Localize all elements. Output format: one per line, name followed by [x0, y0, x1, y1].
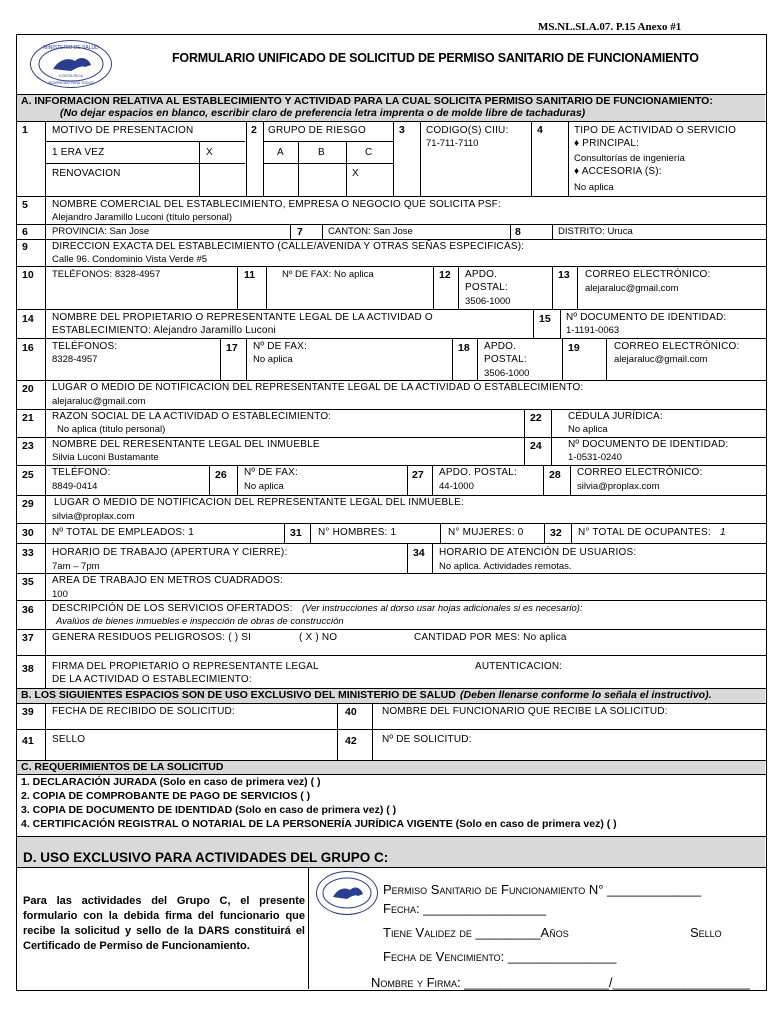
field-number-42: 42 — [345, 735, 357, 747]
requirement-1[interactable]: 1. DECLARACIÓN JURADA (Solo en caso de primera vez) ( ) — [21, 776, 321, 788]
field-number-7: 7 — [297, 226, 303, 238]
seal-middle-text: COSTA RICA — [59, 73, 83, 78]
ministry-seal — [30, 40, 112, 88]
mujeres-field[interactable]: N° MUJERES: 0 — [448, 527, 524, 538]
apdo2-value[interactable]: 3506-1000 — [484, 368, 530, 379]
cedula-juridica-value[interactable]: No aplica — [568, 424, 608, 435]
form-title: FORMULARIO UNIFICADO DE SOLICITUD DE PERMISO SANITARIO DE FUNCIONAMIENTO — [172, 51, 699, 65]
total-empleados-field[interactable]: Nº TOTAL DE EMPLEADOS: 1 — [52, 527, 195, 538]
nombre-comercial-value[interactable]: Alejandro Jaramillo Luconi (título personal) — [52, 212, 233, 223]
correo2-value[interactable]: alejaraluc@gmail.com — [614, 354, 708, 365]
field-number-10: 10 — [22, 269, 34, 281]
horario-atencion-label: HORARIO DE ATENCIÓN DE USUARIOS: — [439, 547, 637, 558]
doc-identidad-value[interactable]: 1-1191-0063 — [566, 325, 620, 336]
seal-graphic — [31, 41, 111, 87]
field-number-1: 1 — [22, 124, 28, 136]
apdo-label-2: POSTAL: — [465, 282, 508, 293]
nombre-firma-field[interactable]: Nombre y Firma: ____________________/___________________ — [371, 975, 750, 990]
apdo-value[interactable]: 3506-1000 — [465, 296, 511, 307]
servicios-value[interactable]: Avalúos de bienes inmuebles e inspección de obras de construcción — [56, 616, 344, 627]
section-d-paragraph: Para las actividades del Grupo C, el presente formulario con la debida firma del funcionario que recibe la solicitud y sello de la DARS constituirá el Certificado de Permiso de Funcionamiento. — [23, 895, 305, 952]
funcionario-label: NOMBRE DEL FUNCIONARIO QUE RECIBE LA SOLICITUD: — [382, 706, 668, 717]
horario-trabajo-value[interactable]: 7am – 7pm — [52, 561, 100, 572]
seal-bottom-text: ROMPIENDO PARA TODOS — [48, 81, 94, 85]
field-number-39: 39 — [22, 706, 34, 718]
field-number-4: 4 — [537, 124, 543, 136]
field-number-32: 32 — [550, 527, 562, 539]
field-number-41: 41 — [22, 735, 34, 747]
notif-inmueble-value[interactable]: silvia@proplax.com — [52, 511, 135, 522]
correo-label: CORREO ELECTRÓNICO: — [585, 269, 711, 280]
field-number-6: 6 — [22, 226, 28, 238]
permiso-numero-field[interactable]: Permiso Sanitario de Funcionamiento N° _____________ — [383, 882, 702, 897]
requirement-4[interactable]: 4. CERTIFICACIÓN REGISTRAL O NOTARIAL DE LA PERSONERÍA JURÍDICA VIGENTE (Solo en caso de primera vez) ( ) — [21, 818, 617, 830]
seal-top-text: MINISTERIO DE SALUD — [43, 45, 99, 51]
rep-inmueble-value[interactable]: Silvia Luconi Bustamante — [52, 452, 159, 463]
field-number-15: 15 — [539, 313, 551, 325]
nombre-comercial-label: NOMBRE COMERCIAL DEL ESTABLECIMIENTO, EMPRESA O NEGOCIO QUE SOLICITA PSF: — [52, 199, 501, 210]
field-number-35: 35 — [22, 576, 34, 588]
section-c-title: C. REQUERIMIENTOS DE LA SOLICITUD — [21, 761, 224, 773]
cedula-juridica-label: CÉDULA JURÍDICA: — [568, 411, 663, 422]
section-a-title: A. INFORMACION RELATIVA AL ESTABLECIMIENTO Y ACTIVIDAD PARA LA CUAL SOLICITA PERMISO SANITARIO DE FUNCIONAMIENTO: — [21, 95, 713, 107]
horario-atencion-value[interactable]: No aplica. Actividades remotas. — [439, 561, 572, 572]
horario-trabajo-label: HORARIO DE TRABAJO (APERTURA Y CIERRE): — [52, 547, 288, 558]
validez-field[interactable]: Tiene Validez de _________Años — [383, 925, 569, 940]
area-label: AREA DE TRABAJO EN METROS CUADRADOS: — [52, 575, 283, 586]
residuos-no-option[interactable]: ( X ) NO — [299, 632, 338, 643]
grupo-b-option[interactable]: B — [318, 147, 325, 158]
area-value[interactable]: 100 — [52, 589, 68, 600]
requirement-3[interactable]: 3. COPIA DE DOCUMENTO DE IDENTIDAD (Solo en caso de primera vez) ( ) — [21, 804, 397, 816]
field-number-36: 36 — [22, 604, 34, 616]
fax2-value[interactable]: No aplica — [253, 354, 293, 365]
field-number-13: 13 — [558, 269, 570, 281]
fax-field[interactable]: Nº DE FAX: No aplica — [282, 269, 374, 280]
principal-label: ♦ PRINCIPAL: — [574, 138, 640, 149]
firma-label-2: DE LA ACTIVIDAD O ESTABLECIMIENTO: — [52, 674, 252, 685]
field-number-19: 19 — [568, 342, 580, 354]
renovacion-option[interactable]: RENOVACION — [52, 168, 121, 179]
rep-inmueble-label: NOMBRE DEL RERESENTANTE LEGAL DEL INMUEBLE — [52, 439, 320, 450]
apdo2-label-2: POSTAL: — [484, 354, 527, 365]
principal-value[interactable]: Consultorías de ingeniería — [574, 153, 685, 164]
ministry-seal-small — [316, 871, 378, 915]
field-number-3: 3 — [399, 124, 405, 136]
grupo-a-option[interactable]: A — [277, 147, 284, 158]
seal-small-graphic — [317, 872, 377, 914]
sello-label: SELLO — [52, 734, 86, 745]
grupo-c-mark[interactable]: X — [352, 168, 359, 179]
total-ocupantes-label: N° TOTAL DE OCUPANTES: — [578, 527, 711, 538]
field-number-33: 33 — [22, 547, 34, 559]
fecha-field[interactable]: Fecha: _________________ — [383, 901, 547, 916]
doc-inmueble-label: Nº DOCUMENTO DE IDENTIDAD: — [568, 439, 729, 450]
field-number-38: 38 — [22, 663, 34, 675]
sello-d-label: Sello — [690, 925, 722, 940]
fax3-label: Nº DE FAX: — [244, 467, 298, 478]
autenticacion-label: AUTENTICACION: — [475, 661, 563, 672]
telefono3-value[interactable]: 8849-0414 — [52, 481, 98, 492]
fecha-recibido-label: FECHA DE RECIBIDO DE SOLICITUD: — [52, 706, 235, 717]
correo2-label: CORREO ELECTRÓNICO: — [614, 341, 740, 352]
primera-vez-option[interactable]: 1 ERA VEZ — [52, 147, 105, 158]
grupo-c-option[interactable]: C — [365, 147, 373, 158]
propietario-value[interactable]: ESTABLECIMIENTO: Alejandro Jaramillo Luconi — [52, 325, 276, 336]
section-d-title: D. USO EXCLUSIVO PARA ACTIVIDADES DEL GRUPO C: — [23, 850, 389, 865]
canton-field[interactable]: CANTON: San Jose — [328, 226, 413, 237]
servicios-note: (Ver instrucciones al dorso usar hojas adicionales si es necesario): — [302, 603, 583, 614]
accesoria-label: ♦ ACCESORIA (S): — [574, 166, 662, 177]
field-number-30: 30 — [22, 527, 34, 539]
ciiu-value[interactable]: 71-711-7110 — [426, 138, 479, 149]
apdo2-label-1: APDO. — [484, 341, 517, 352]
requirement-2[interactable]: 2. COPIA DE COMPROBANTE DE PAGO DE SERVICIOS ( ) — [21, 790, 311, 802]
tipo-actividad-label: TIPO DE ACTIVIDAD O SERVICIO — [574, 125, 737, 136]
field-number-12: 12 — [439, 269, 451, 281]
field-number-14: 14 — [22, 313, 34, 325]
field-number-2: 2 — [251, 124, 257, 136]
fax3-value[interactable]: No aplica — [244, 481, 284, 492]
field-number-5: 5 — [22, 199, 28, 211]
section-b-note: (Deben llenarse conforme lo señala el instructivo). — [460, 689, 712, 701]
residuos-si-option[interactable]: GENERA RESIDUOS PELIGROSOS: ( ) SI — [52, 632, 252, 643]
field-number-11: 11 — [244, 269, 256, 281]
doc-inmueble-value[interactable]: 1-0531-0240 — [568, 452, 622, 463]
field-number-18: 18 — [458, 342, 470, 354]
field-number-9: 9 — [22, 241, 28, 253]
field-number-26: 26 — [215, 469, 227, 481]
razon-social-value[interactable]: No aplica (título personal) — [57, 424, 166, 435]
firma-label-1: FIRMA DEL PROPIETARIO O REPRESENTANTE LEGAL — [52, 661, 319, 672]
num-solicitud-label: Nº DE SOLICITUD: — [382, 734, 472, 745]
distrito-field[interactable]: DISTRITO: Uruca — [558, 226, 633, 237]
servicios-label: DESCRIPCIÓN DE LOS SERVICIOS OFERTADOS: — [52, 603, 293, 614]
telefono3-label: TELÉFONO: — [52, 467, 111, 478]
field-number-28: 28 — [549, 469, 561, 481]
ciiu-label: CODIGO(S) CIIU: — [426, 125, 509, 136]
notificacion-value[interactable]: alejaraluc@gmail.com — [52, 396, 146, 407]
field-number-40: 40 — [345, 706, 357, 718]
correo3-label: CORREO ELECTRÓNICO: — [577, 467, 703, 478]
field-number-16: 16 — [22, 342, 34, 354]
field-number-22: 22 — [530, 412, 542, 424]
direccion-value[interactable]: Calle 96. Condominio Vista Verde #5 — [52, 254, 208, 265]
field-number-24: 24 — [530, 440, 542, 452]
telefonos2-label: TELÉFONOS: — [52, 341, 118, 352]
propietario-label: NOMBRE DEL PROPIETARIO O REPRESENTANTE LEGAL DE LA ACTIVIDAD O — [52, 312, 433, 323]
notificacion-label: LUGAR O MEDIO DE NOTIFICACION DEL REPRESENTANTE LEGAL DE LA ACTIVIDAD O ESTABLECIMIENTO: — [52, 382, 584, 393]
primera-vez-mark[interactable]: X — [206, 147, 213, 158]
notif-inmueble-label: LUGAR O MEDIO DE NOTIFICACION DEL REPRESENTANTE LEGAL DEL INMUEBLE: — [54, 497, 464, 508]
correo-value[interactable]: alejaraluc@gmail.com — [585, 283, 679, 294]
telefonos2-value[interactable]: 8328-4957 — [52, 354, 98, 365]
correo3-value[interactable]: silvia@proplax.com — [577, 481, 660, 492]
grupo-riesgo-label: GRUPO DE RIESGO — [268, 125, 367, 136]
apdo3-value[interactable]: 44-1000 — [439, 481, 474, 492]
motivo-label: MOTIVO DE PRESENTACION — [52, 125, 194, 136]
apdo3-label: APDO. POSTAL: — [439, 467, 517, 478]
direccion-label: DIRECCION EXACTA DEL ESTABLECIMIENTO (CALLE/AVENIDA Y OTRAS SEÑAS ESPECIFICAS): — [52, 241, 525, 252]
fax2-label: Nº DE FAX: — [253, 341, 307, 352]
hombres-field[interactable]: N° HOMBRES: 1 — [318, 527, 397, 538]
document-code: MS.NL.SLA.07. P.15 Anexo #1 — [538, 21, 682, 33]
field-number-34: 34 — [413, 547, 425, 559]
accesoria-value[interactable]: No aplica — [574, 182, 614, 193]
field-number-20: 20 — [22, 383, 34, 395]
section-a-subtitle: (No dejar espacios en blanco, escribir claro de preferencia letra imprenta o de molde libre de tachaduras) — [60, 107, 586, 119]
telefonos-field[interactable]: TELÉFONOS: 8328-4957 — [52, 269, 161, 280]
field-number-21: 21 — [22, 412, 34, 424]
field-number-31: 31 — [290, 527, 302, 539]
vencimiento-field[interactable]: Fecha de Vencimiento: _______________ — [383, 949, 617, 964]
field-number-29: 29 — [22, 498, 34, 510]
field-number-25: 25 — [22, 469, 34, 481]
cantidad-mes-field[interactable]: CANTIDAD POR MES: No aplica — [414, 632, 567, 643]
field-number-8: 8 — [515, 226, 521, 238]
field-number-37: 37 — [22, 632, 34, 644]
field-number-23: 23 — [22, 440, 34, 452]
section-b-title: B. LOS SIGUIENTES ESPACIOS SON DE USO EXCLUSIVO DEL MINISTERIO DE SALUD — [21, 689, 456, 701]
apdo-label-1: APDO. — [465, 269, 498, 280]
provincia-field[interactable]: PROVINCIA: San Jose — [52, 226, 150, 237]
field-number-17: 17 — [226, 342, 238, 354]
razon-social-label: RAZON SOCIAL DE LA ACTIVIDAD O ESTABLECIMIENTO: — [52, 411, 332, 422]
field-number-27: 27 — [412, 469, 424, 481]
total-ocupantes-value[interactable]: 1 — [720, 527, 726, 538]
doc-identidad-label: Nº DOCUMENTO DE IDENTIDAD: — [566, 312, 727, 323]
